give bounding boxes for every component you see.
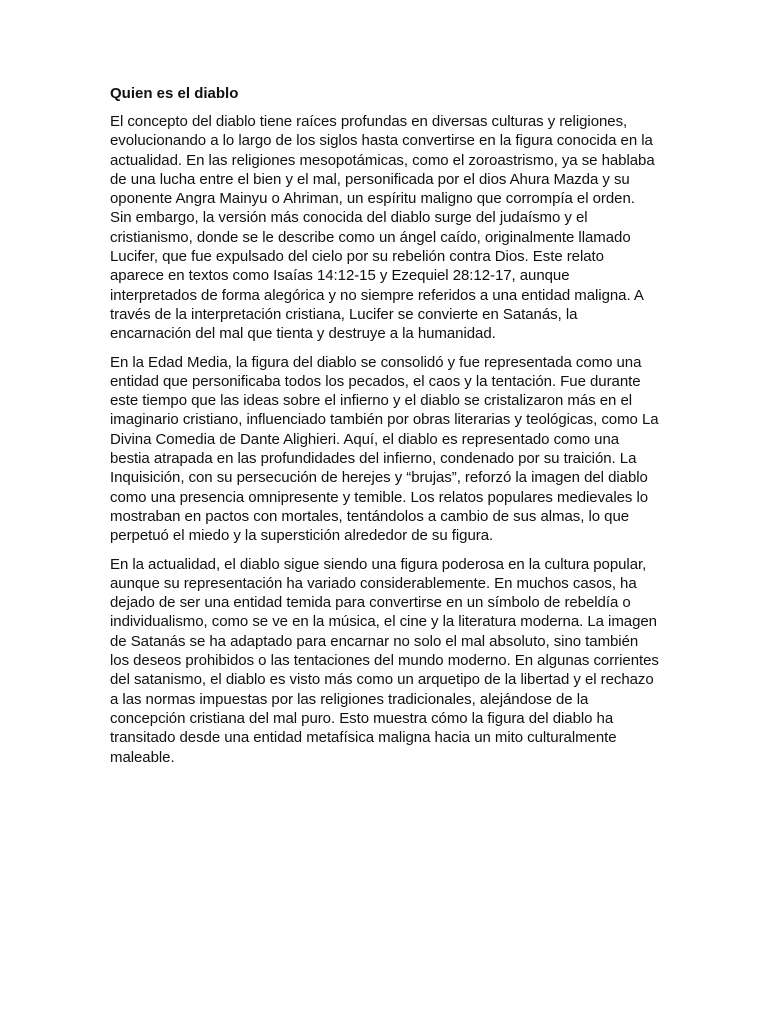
paragraph-2: En la Edad Media, la figura del diablo se consolidó y fue representada como una entidad que personificaba todos los pecados, el caos y la tentación. Fue durante este tiempo que las ideas sobre el infierno y el diablo se cristalizaron más en el imaginario cristiano, influenciado también por obras literarias y teológicas, como La Divina Comedia de Dante Alighieri. Aquí, el diablo es representado como una bestia atrapada en las profundidades del infierno, condenado por su traición. La Inquisición, con su persecución de herejes y “brujas”, reforzó la imagen del diablo como una presencia omnipresente y temible. Los relatos populares medievales lo mostraban en pactos con mortales, tentándolos a cambio de sus almas, lo que perpetuó el miedo y la superstición alrededor de su figura.	[110, 353, 659, 545]
document-title: Quien es el diablo	[110, 85, 239, 102]
paragraph-1: El concepto del diablo tiene raíces profundas en diversas culturas y religiones, evolucionando a lo largo de los siglos hasta convertirse en la figura conocida en la actualidad. En las religiones mesopotámicas, como el zoroastrismo, ya se hablaba de una lucha entre el bien y el mal, personificada por el dios Ahura Mazda y su oponente Angra Mainyu o Ahriman, un espíritu maligno que corrompía el orden. Sin embargo, la versión más conocida del diablo surge del judaísmo y el cristianismo, donde se le describe como un ángel caído, originalmente llamado Lucifer, que fue expulsado del cielo por su rebelión contra Dios. Este relato aparece en textos como Isaías 14:12-15 y Ezequiel 28:12-17, aunque interpretados de forma alegórica y no siempre referidos a una entidad maligna. A través de la interpretación cristiana, Lucifer se convierte en Satanás, la encarnación del mal que tienta y destruye a la humanidad.	[110, 113, 655, 343]
paragraph-3: En la actualidad, el diablo sigue siendo una figura poderosa en la cultura popular, aunque su representación ha variado considerablemente. En muchos casos, ha dejado de ser una entidad temida para convertirse en un símbolo de rebeldía o individualismo, como se ve en la música, el cine y la literatura moderna. La imagen de Satanás se ha adaptado para encarnar no solo el mal absoluto, sino también los deseos prohibidos o las tentaciones del mundo moderno. En algunas corrientes del satanismo, el diablo es visto más como un arquetipo de la libertad y el rechazo a las normas impuestas por las religiones tradicionales, alejándose de la concepción cristiana del mal puro. Esto muestra cómo la figura del diablo ha transitado desde una entidad metafísica maligna hacia un mito culturalmente maleable.	[110, 555, 659, 766]
document-page	[110, 84, 660, 776]
